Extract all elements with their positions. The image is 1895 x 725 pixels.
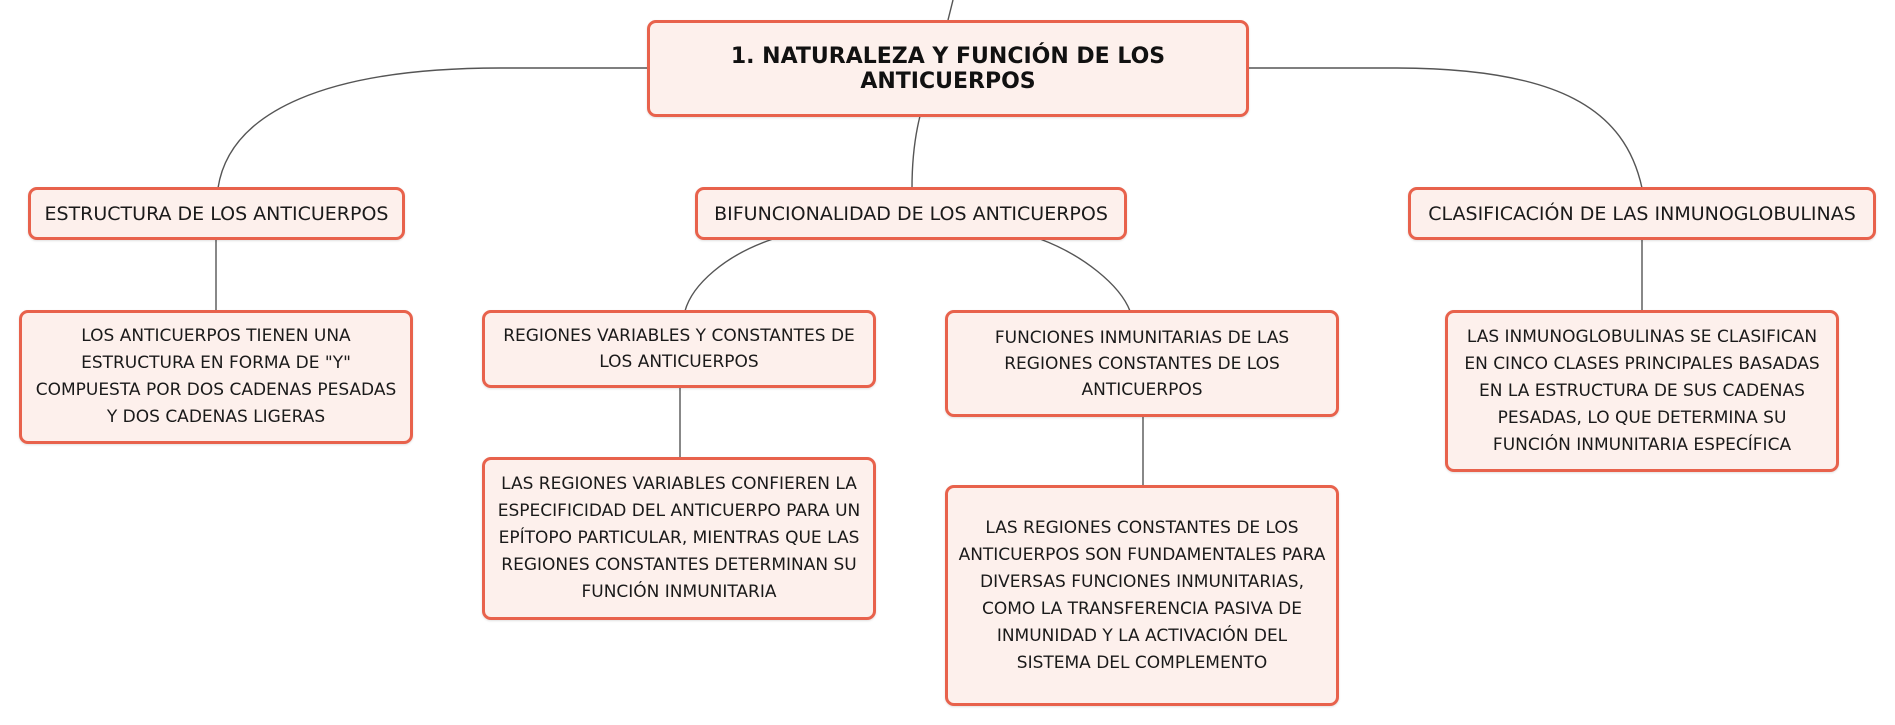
connector-root-to-bifuncionalidad	[912, 116, 920, 188]
detail-node-estructura[interactable]	[19, 310, 413, 444]
detail-node-clasificacion[interactable]	[1445, 310, 1839, 472]
branch-node-label: BIFUNCIONALIDAD DE LOS ANTICUERPOS	[714, 202, 1108, 225]
sub-node-label: REGIONES VARIABLES Y CONSTANTES DE LOS ANTICUERPOS	[503, 326, 855, 372]
detail-node-text: LAS REGIONES VARIABLES CONFIEREN LA ESPECIFICIDAD DEL ANTICUERPO PARA UN EPÍTOPO PARTICULAR, MIENTRAS QUE LAS REGIONES CONSTANTES DETERMINAN SU FUNCIÓN INMUNITARIA	[497, 474, 861, 602]
detail-node-text: LAS INMUNOGLOBULINAS SE CLASIFICAN EN CINCO CLASES PRINCIPALES BASADAS EN LA ESTRUCTURA DE SUS CADENAS PESADAS, LO QUE DETERMINA SU FUNCIÓN INMUNITARIA ESPECÍFICA	[1464, 326, 1820, 455]
connector-bifuncionalidad-to-funciones	[1040, 239, 1130, 311]
detail-node-regiones[interactable]	[482, 457, 876, 620]
connector-root-to-estructura	[218, 68, 648, 188]
detail-node-text: LOS ANTICUERPOS TIENEN UNA ESTRUCTURA EN FORMA DE "Y" COMPUESTA POR DOS CADENAS PESADAS Y DOS CADENAS LIGERAS	[35, 326, 397, 427]
branch-node-label: CLASIFICACIÓN DE LAS INMUNOGLOBULINAS	[1428, 202, 1856, 225]
sub-node-funciones[interactable]	[945, 310, 1339, 417]
sub-node-label: FUNCIONES INMUNITARIAS DE LAS REGIONES CONSTANTES DE LOS ANTICUERPOS	[994, 327, 1290, 400]
root-node[interactable]	[647, 20, 1249, 117]
branch-node-clasificacion[interactable]	[1408, 187, 1876, 240]
branch-node-label: ESTRUCTURA DE LOS ANTICUERPOS	[44, 202, 389, 225]
connector-root-parent	[948, 0, 953, 20]
branch-node-estructura[interactable]	[28, 187, 405, 240]
root-node-label: 1. NATURALEZA Y FUNCIÓN DE LOS ANTICUERPOS	[730, 43, 1166, 94]
connector-root-to-clasificacion	[1248, 68, 1642, 188]
connector-bifuncionalidad-to-regiones	[685, 239, 773, 311]
detail-node-text: LAS REGIONES CONSTANTES DE LOS ANTICUERPOS SON FUNDAMENTALES PARA DIVERSAS FUNCIONES INMUNITARIAS, COMO LA TRANSFERENCIA PASIVA DE INMUNIDAD Y LA ACTIVACIÓN DEL SISTEMA DEL COMPLEMENTO	[958, 517, 1326, 673]
branch-node-bifuncionalidad[interactable]	[695, 187, 1127, 240]
sub-node-regiones[interactable]	[482, 310, 876, 388]
detail-node-funciones[interactable]	[945, 485, 1339, 706]
